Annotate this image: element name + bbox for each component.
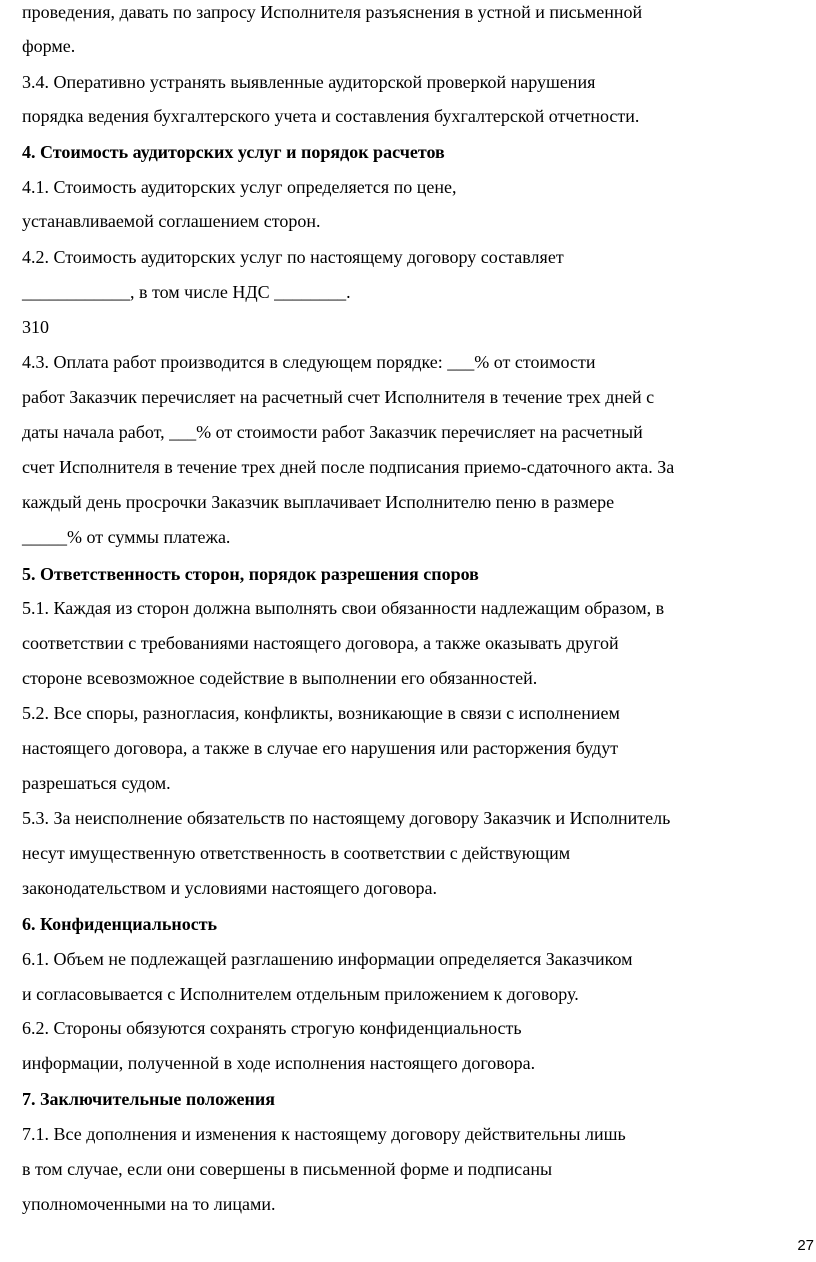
text-line: даты начала работ, ___% от стоимости работ Заказчик перечисляет на расчетный [22, 422, 643, 442]
text-line: 7.1. Все дополнения и изменения к настоящему договору действительны лишь [22, 1124, 626, 1144]
text-line: 5.2. Все споры, разногласия, конфликты, возникающие в связи с исполнением [22, 703, 620, 723]
text-line: настоящего договора, а также в случае его нарушения или расторжения будут [22, 738, 619, 758]
text-line: и согласовывается с Исполнителем отдельным приложением к договору. [22, 984, 579, 1004]
text-line: несут имущественную ответственность в соответствии с действующим [22, 843, 571, 863]
text-line: 6.1. Объем не подлежащей разглашению информации определяется Заказчиком [22, 949, 633, 969]
section-heading: 4. Стоимость аудиторских услуг и порядок расчетов [22, 142, 445, 162]
text-line: 4.3. Оплата работ производится в следующем порядке: ___% от стоимости [22, 352, 596, 372]
text-line: 4.1. Стоимость аудиторских услуг определяется по цене, [22, 177, 457, 197]
text-line: соответствии с требованиями настоящего договора, а также оказывать другой [22, 633, 619, 653]
text-line: счет Исполнителя в течение трех дней после подписания приемо-сдаточного акта. За [22, 457, 675, 477]
text-line: 4.2. Стоимость аудиторских услуг по настоящему договору составляет [22, 247, 564, 267]
section-heading: 7. Заключительные положения [22, 1089, 275, 1109]
text-line: работ Заказчик перечисляет на расчетный счет Исполнителя в течение трех дней с [22, 387, 655, 407]
text-line: в том случае, если они совершены в письменной форме и подписаны [22, 1159, 553, 1179]
text-line: порядка ведения бухгалтерского учета и составления бухгалтерской отчетности. [22, 106, 640, 126]
page-number: 27 [797, 1237, 814, 1254]
text-line: информации, полученной в ходе исполнения настоящего договора. [22, 1053, 536, 1073]
section-heading: 6. Конфиденциальность [22, 914, 218, 934]
text-line: уполномоченными на то лицами. [22, 1194, 276, 1214]
text-line: форме. [22, 36, 76, 56]
text-line: стороне всевозможное содействие в выполнении его обязанностей. [22, 668, 538, 688]
text-line: 5.1. Каждая из сторон должна выполнять свои обязанности надлежащим образом, в [22, 598, 665, 618]
text-line: проведения, давать по запросу Исполнителя разъяснения в устной и письменной [22, 2, 643, 22]
text-line: 5.3. За неисполнение обязательств по настоящему договору Заказчик и Исполнитель [22, 808, 671, 828]
text-line: 310 [22, 317, 49, 337]
text-line: каждый день просрочки Заказчик выплачивает Исполнителю пеню в размере [22, 492, 615, 512]
text-line: _____% от суммы платежа. [22, 527, 231, 547]
text-line: разрешаться судом. [22, 773, 171, 793]
text-line: 6.2. Стороны обязуются сохранять строгую конфиденциальность [22, 1018, 522, 1038]
text-line: 3.4. Оперативно устранять выявленные аудиторской проверкой нарушения [22, 72, 596, 92]
text-line: устанавливаемой соглашением сторон. [22, 211, 321, 231]
text-line: ____________, в том числе НДС ________. [22, 282, 351, 302]
text-line: законодательством и условиями настоящего договора. [22, 878, 438, 898]
section-heading: 5. Ответственность сторон, порядок разрешения споров [22, 564, 479, 584]
